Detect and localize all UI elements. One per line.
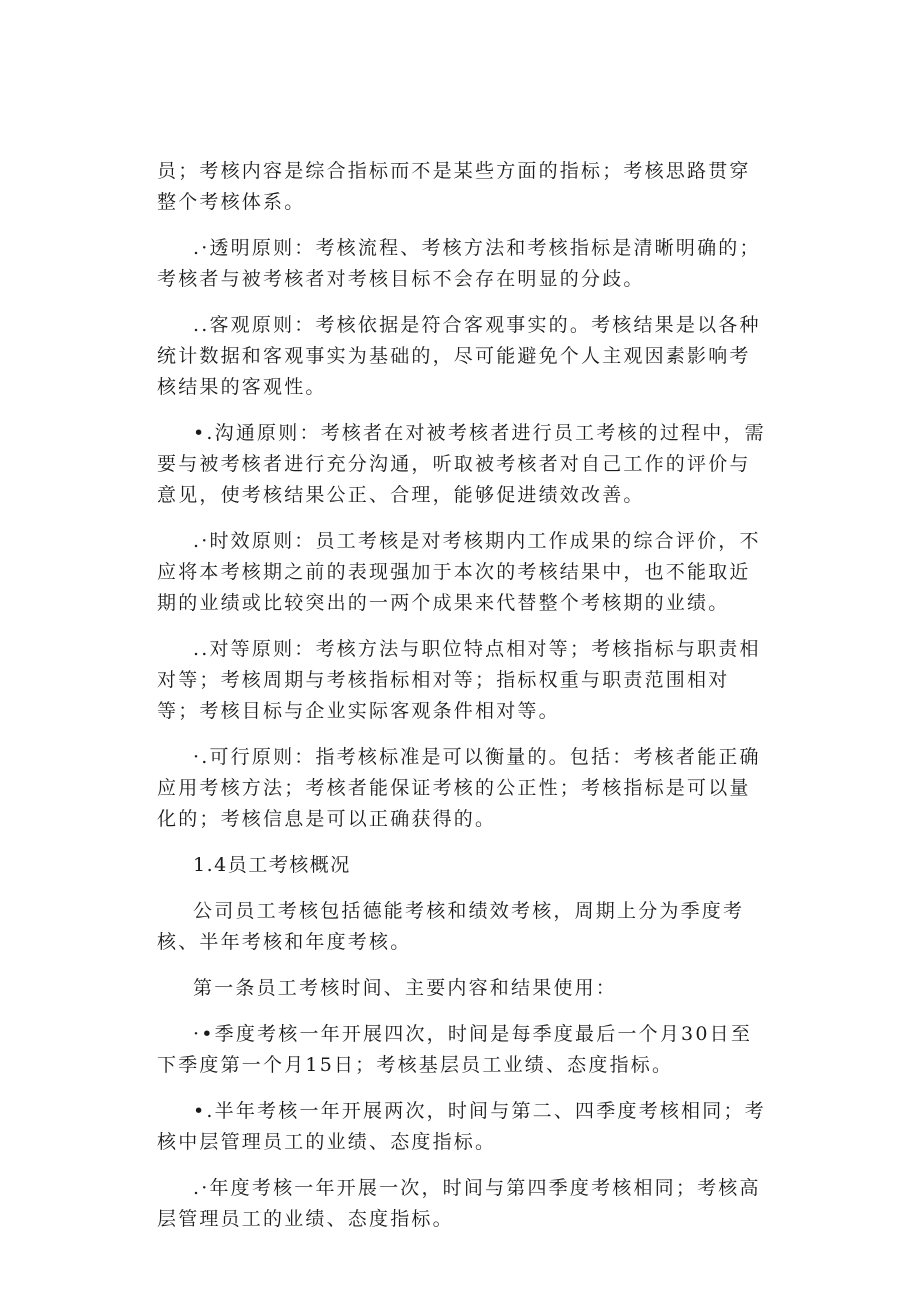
paragraph-transparency-principle: .·透明原则：考核流程、考核方法和考核指标是清晰明确的；考核者与被考核者对考核目标不会存在明显的分歧。: [157, 237, 761, 290]
paragraph-communication-principle: •.沟通原则：考核者在对被考核者进行员工考核的过程中，需要与被考核者进行充分沟通，听取被考核者对自己工作的评价与意见，使考核结果公正、合理，能够促进绩效改善。: [157, 422, 766, 506]
paragraph-feasibility-principle: ·.可行原则：指考核标准是可以衡量的。包括：考核者能正确应用考核方法；考核者能保证考核的公正性；考核指标是可以量化的；考核信息是可以正确获得的。: [157, 746, 761, 830]
paragraph-timeliness-principle: .·时效原则：员工考核是对考核期内工作成果的综合评价，不应将本考核期之前的表现强加于本次的考核结果中，也不能取近期的业绩或比较突出的一两个成果来代替整个考核期的业绩。: [157, 530, 761, 614]
list-item-semiannual: •.半年考核一年开展两次，时间与第二、四季度考核相同；考核中层管理员工的业绩、态度指标。: [157, 1100, 766, 1153]
document-body: [157, 156, 769, 1235]
paragraph-overview: 公司员工考核包括德能考核和绩效考核，周期上分为季度考核、半年考核和年度考核。: [157, 900, 745, 953]
paragraph-continuation: 员；考核内容是综合指标而不是某些方面的指标；考核思路贯穿整个考核体系。: [157, 160, 751, 213]
paragraph-article-one: 第一条员工考核时间、主要内容和结果使用：: [193, 977, 618, 999]
list-item-annual: .·年度考核一年开展一次，时间与第四季度考核相同；考核高层管理员工的业绩、态度指标。: [157, 1177, 761, 1230]
list-item-quarterly: ·•季度考核一年开展四次，时间是每季度最后一个月30日至下季度第一个月15日；考核基层员工业绩、态度指标。: [157, 1023, 753, 1076]
paragraph-equivalence-principle: ..对等原则：考核方法与职位特点相对等；考核指标与职责相对等；考核周期与考核指标相对等；指标权重与职责范围相对等；考核目标与企业实际客观条件相对等。: [157, 638, 761, 722]
paragraph-objectivity-principle: ..客观原则：考核依据是符合客观事实的。考核结果是以各种统计数据和客观事实为基础的，尽可能避免个人主观因素影响考核结果的客观性。: [157, 314, 761, 398]
section-heading: 1.4员工考核概况: [193, 854, 351, 876]
